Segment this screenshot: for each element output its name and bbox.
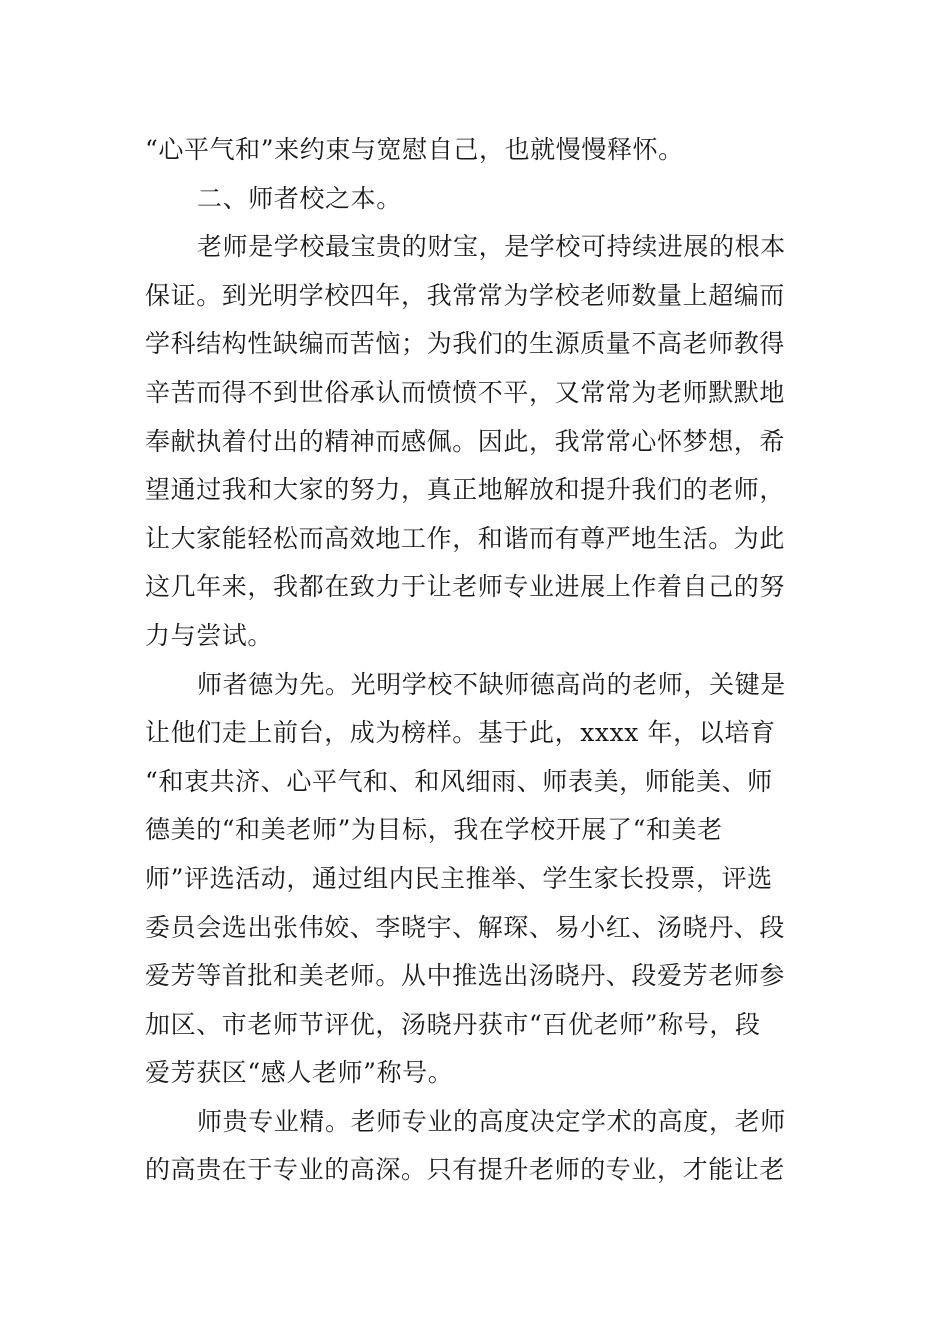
text-line: 委员会选出张伟姣、李晓宇、解琛、易小红、汤晓丹、段: [145, 912, 786, 942]
text-line: “和衷共济、心平气和、和风细雨、师表美，师能美、师: [145, 766, 773, 796]
paragraph-start: 师贵专业精。老师专业的高度决定学术的高度，老师: [197, 1106, 786, 1136]
text-line: 这几年来，我都在致力于让老师专业进展上作着自己的努: [145, 572, 786, 602]
text-line: 爱芳等首批和美老师。从中推选出汤晓丹、段爱芳老师参: [145, 961, 786, 991]
text-line: 德美的“和美老师”为目标，我在学校开展了“和美老: [145, 815, 723, 845]
text-line: “心平气和”来约束与宽慰自己，也就慢慢释怀。: [145, 135, 684, 164]
text-line: 望通过我和大家的努力，真正地解放和提升我们的老师，: [145, 475, 786, 505]
section-heading: 二、师者校之本。: [197, 183, 402, 213]
text-line: 让他们走上前台，成为榜样。基于此，xxxx 年，以培育: [145, 718, 776, 748]
text-line: 辛苦而得不到世俗承认而愤愤不平，又常常为老师默默地: [145, 377, 786, 407]
paragraph-start: 师者德为先。光明学校不缺师德高尚的老师，关键是: [197, 669, 786, 699]
text-line: 学科结构性缺编而苦恼；为我们的生源质量不高老师教得: [145, 329, 786, 359]
text-line: 的高贵在于专业的高深。只有提升老师的专业，才能让老: [145, 1155, 786, 1185]
text-line: 力与尝试。: [145, 620, 274, 650]
text-line: 保证。到光明学校四年，我常常为学校老师数量上超编而: [145, 280, 786, 310]
paragraph-start: 老师是学校最宝贵的财宝，是学校可持续进展的根本: [197, 232, 786, 262]
text-line: 加区、市老师节评优，汤晓丹获市“百优老师”称号，段: [145, 1009, 761, 1039]
text-line: 让大家能轻松而高效地工作，和谐而有尊严地生活。为此: [145, 523, 786, 553]
text-line: 奉献执着付出的精神而感佩。因此，我常常心怀梦想，希: [145, 426, 786, 456]
text-line: 师”评选活动，通过组内民主推举、学生家长投票，评选: [145, 863, 773, 893]
text-line: 爱芳获区“感人老师”称号。: [145, 1058, 454, 1088]
body-text: [145, 126, 810, 1195]
